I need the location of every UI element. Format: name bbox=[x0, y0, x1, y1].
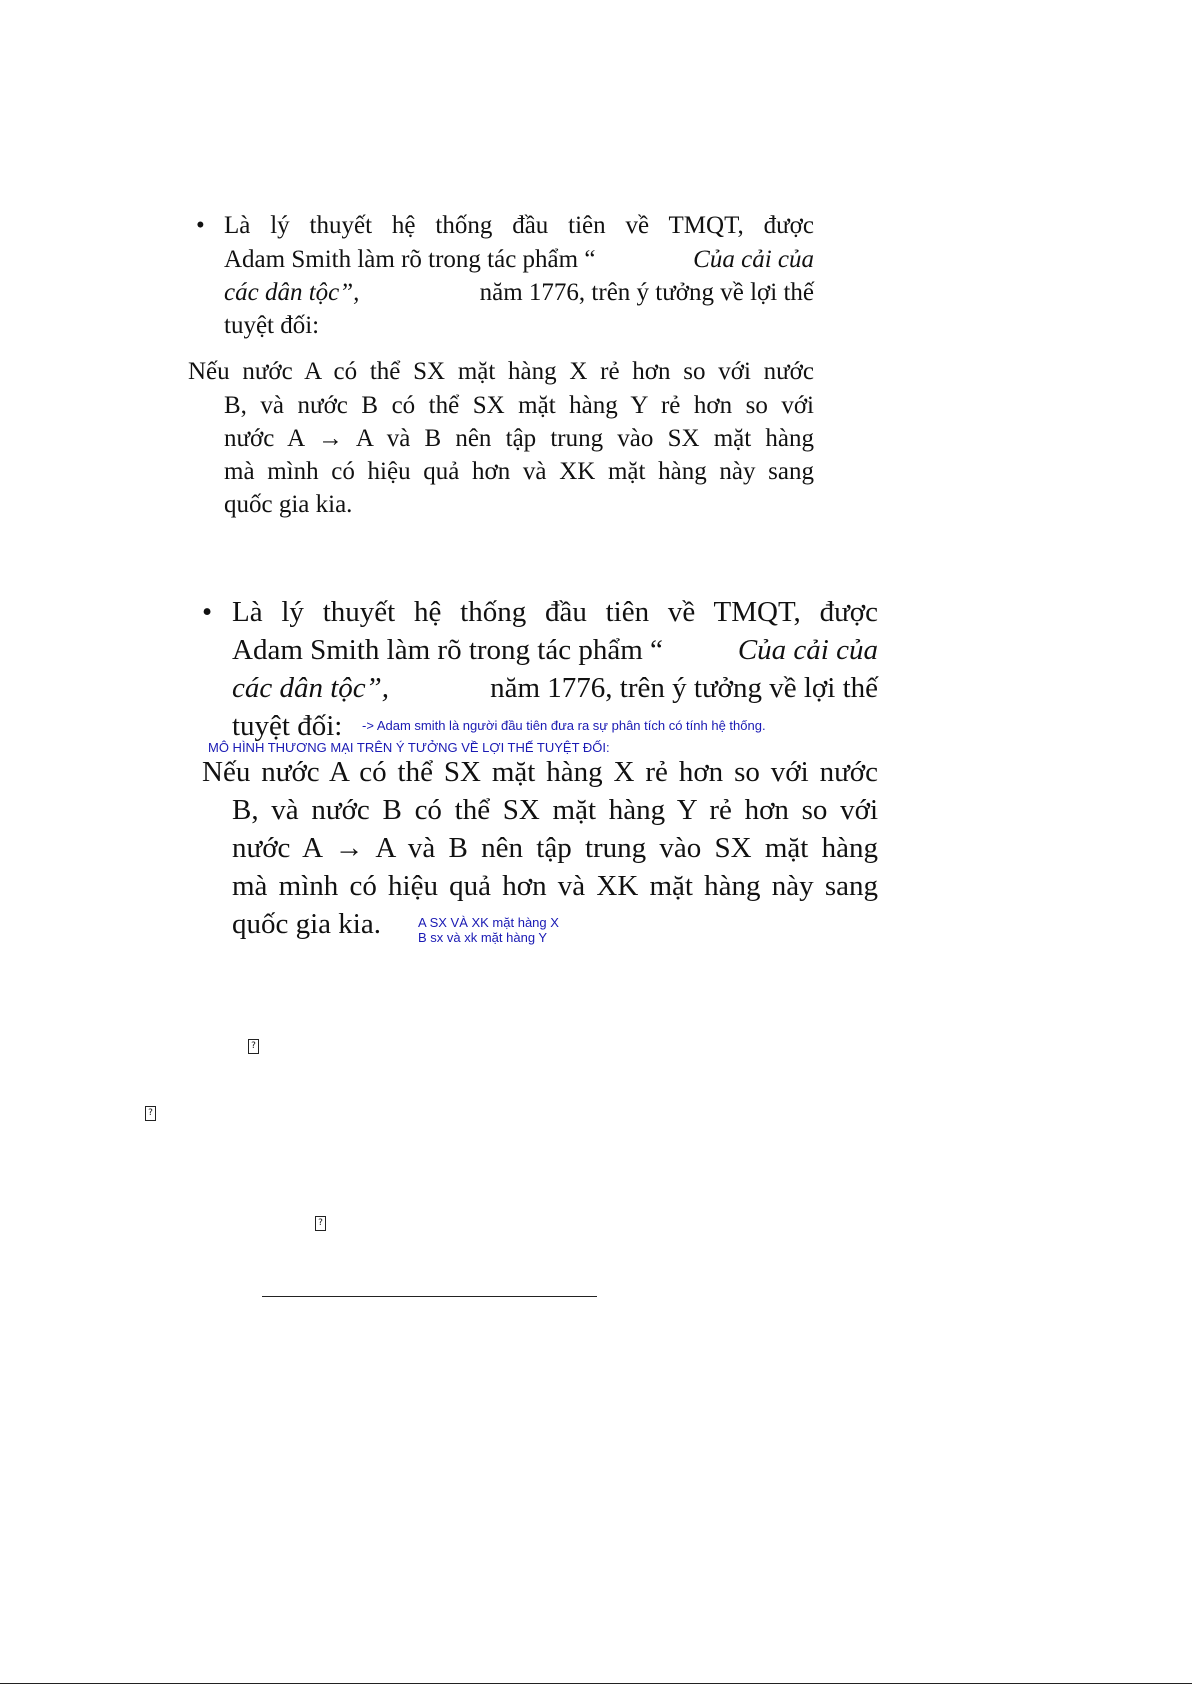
italic-title: các dân tộc”, bbox=[232, 672, 390, 704]
bullet-icon: • bbox=[202, 596, 213, 628]
horizontal-rule bbox=[262, 1296, 597, 1297]
text-line: tuyệt đối: bbox=[232, 710, 343, 742]
missing-glyph-icon: ? bbox=[315, 1216, 326, 1231]
text-line: mà mình có hiệu quả hơn và XK mặt hàng này sang bbox=[232, 870, 878, 902]
text-line: nước A → A và B nên tập trung vào SX mặt hàng bbox=[232, 832, 878, 864]
text-line: B, và nước B có thể SX mặt hàng Y rẻ hơn so với bbox=[232, 794, 878, 826]
text-line: Nếu nước A có thể SX mặt hàng X rẻ hơn so với nước bbox=[188, 358, 814, 385]
page-bottom-rule bbox=[0, 1683, 1192, 1684]
text-line: Nếu nước A có thể SX mặt hàng X rẻ hơn so với nước bbox=[202, 756, 878, 788]
italic-title: Của cải của bbox=[693, 246, 814, 273]
missing-glyph-icon: ? bbox=[248, 1039, 259, 1054]
annotation-note: B sx và xk mặt hàng Y bbox=[418, 930, 548, 945]
italic-title: Của cải của bbox=[737, 634, 878, 666]
missing-glyph-icon: ? bbox=[145, 1106, 156, 1121]
annotation-note: -> Adam smith là người đầu tiên đưa ra sự phân tích có tính hệ thống. bbox=[362, 718, 766, 733]
text-line: Là lý thuyết hệ thống đầu tiên về TMQT, được bbox=[232, 596, 878, 628]
text-line: Là lý thuyết hệ thống đầu tiên về TMQT, được bbox=[224, 212, 814, 239]
text-line: quốc gia kia. bbox=[232, 908, 381, 940]
text-line bbox=[232, 634, 878, 667]
text-span: Adam Smith làm rõ trong tác phẩm “ bbox=[232, 634, 663, 666]
text-line: mà mình có hiệu quả hơn và XK mặt hàng này sang bbox=[224, 458, 814, 485]
bullet-icon: • bbox=[196, 212, 205, 239]
text-span: năm 1776, trên ý tưởng về lợi thế bbox=[479, 279, 814, 306]
text-line: B, và nước B có thể SX mặt hàng Y rẻ hơn so với bbox=[224, 392, 814, 419]
annotation-heading: MÔ HÌNH THƯƠNG MẠI TRÊN Ý TƯỞNG VỀ LỢI THẾ TUYỆT ĐỐI: bbox=[208, 740, 610, 755]
text-span: Adam Smith làm rõ trong tác phẩm “ bbox=[224, 246, 596, 273]
text-line bbox=[224, 279, 814, 307]
text-line: quốc gia kia. bbox=[224, 491, 353, 518]
text-line bbox=[232, 672, 878, 705]
italic-title: các dân tộc”, bbox=[224, 279, 360, 306]
text-line bbox=[224, 246, 814, 274]
text-line: tuyệt đối: bbox=[224, 312, 320, 339]
text-span: năm 1776, trên ý tưởng về lợi thế bbox=[490, 672, 878, 704]
annotation-note: A SX VÀ XK mặt hàng X bbox=[418, 915, 559, 930]
text-line: nước A → A và B nên tập trung vào SX mặt hàng bbox=[224, 425, 814, 452]
